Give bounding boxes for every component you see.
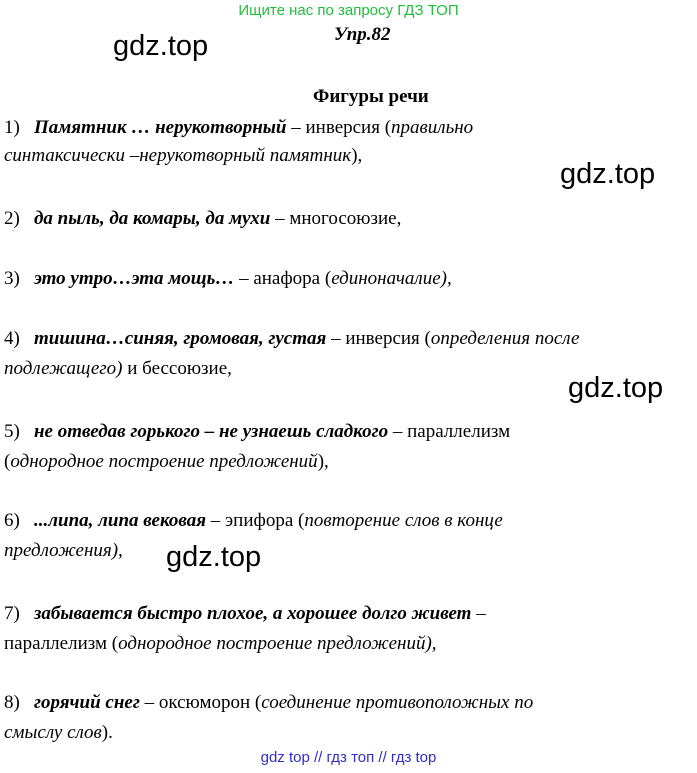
item-comment: смыслу слов (4, 722, 102, 743)
item-term: – параллелизм (388, 421, 511, 442)
item-quote: Памятник … нерукотворный (34, 117, 287, 138)
item-term: – многосоюзие, (270, 208, 402, 229)
item-comment: синтаксически –нерукотворный памятник (4, 145, 352, 166)
item-comment: однородное построение предложений (10, 451, 318, 472)
list-item-continuation (4, 720, 113, 746)
list-item (4, 419, 510, 445)
item-term: – анафора ( (234, 268, 332, 289)
item-tail: ). (101, 722, 113, 743)
item-number: 3) (4, 268, 20, 289)
item-tail: ), (317, 451, 329, 472)
item-comment: правильно (391, 117, 474, 138)
watermark: gdz.top (166, 541, 262, 573)
item-number: 6) (4, 510, 20, 531)
item-comment: однородное построение предложений), (118, 633, 437, 654)
list-item (4, 690, 533, 716)
item-tail: и бессоюзие, (122, 358, 232, 379)
item-number: 2) (4, 208, 20, 229)
item-number: 7) (4, 603, 20, 624)
item-quote: не отведав горького – не узнаешь сладкого (34, 421, 389, 442)
item-comment: соединение противоположных по (261, 692, 534, 713)
list-item-continuation (4, 143, 362, 169)
item-tail: параллелизм ( (4, 633, 119, 654)
section-title: Фигуры речи (313, 86, 429, 107)
item-number: 8) (4, 692, 20, 713)
item-comment: повторение слов в конце (304, 510, 503, 531)
list-item (4, 601, 486, 627)
list-item (4, 115, 473, 141)
watermark: gdz.top (113, 30, 209, 62)
list-item (4, 206, 401, 232)
item-quote: это утро…эта мощь… (34, 268, 235, 289)
item-quote: да пыль, да комары, да мухи (34, 208, 271, 229)
item-tail: ), (351, 145, 363, 166)
item-term: – (471, 603, 486, 624)
item-comment: подлежащего) (4, 358, 123, 379)
footer-links: gdz top // гдз топ // гдз top (260, 749, 437, 766)
list-item-continuation (4, 538, 123, 564)
item-number: 1) (4, 117, 20, 138)
item-quote: забывается быстро плохое, а хорошее долго живет (34, 603, 472, 624)
item-comment: предложения), (4, 540, 123, 561)
item-quote: горячий снег (34, 692, 140, 713)
exercise-number: Упр.82 (334, 24, 391, 45)
item-quote: тишина…синяя, громовая, густая (34, 328, 327, 349)
watermark: gdz.top (560, 158, 656, 190)
item-comment: определения после (430, 328, 580, 349)
list-item (4, 326, 579, 352)
list-item (4, 266, 452, 292)
item-number: 4) (4, 328, 20, 349)
watermark: gdz.top (568, 372, 664, 404)
list-item (4, 508, 503, 534)
search-banner: Ищите нас по запросу ГДЗ ТОП (238, 2, 459, 19)
item-term: – оксюморон ( (139, 692, 262, 713)
item-comment: единоначалие), (331, 268, 452, 289)
list-item-continuation (4, 356, 232, 382)
list-item-continuation (4, 449, 329, 475)
item-number: 5) (4, 421, 20, 442)
item-term: – инверсия ( (286, 117, 392, 138)
item-quote: ...липа, липа вековая (34, 510, 207, 531)
item-term: – эпифора ( (206, 510, 305, 531)
list-item-continuation (4, 631, 437, 657)
item-tail: ( (4, 451, 11, 472)
item-term: – инверсия ( (326, 328, 431, 349)
